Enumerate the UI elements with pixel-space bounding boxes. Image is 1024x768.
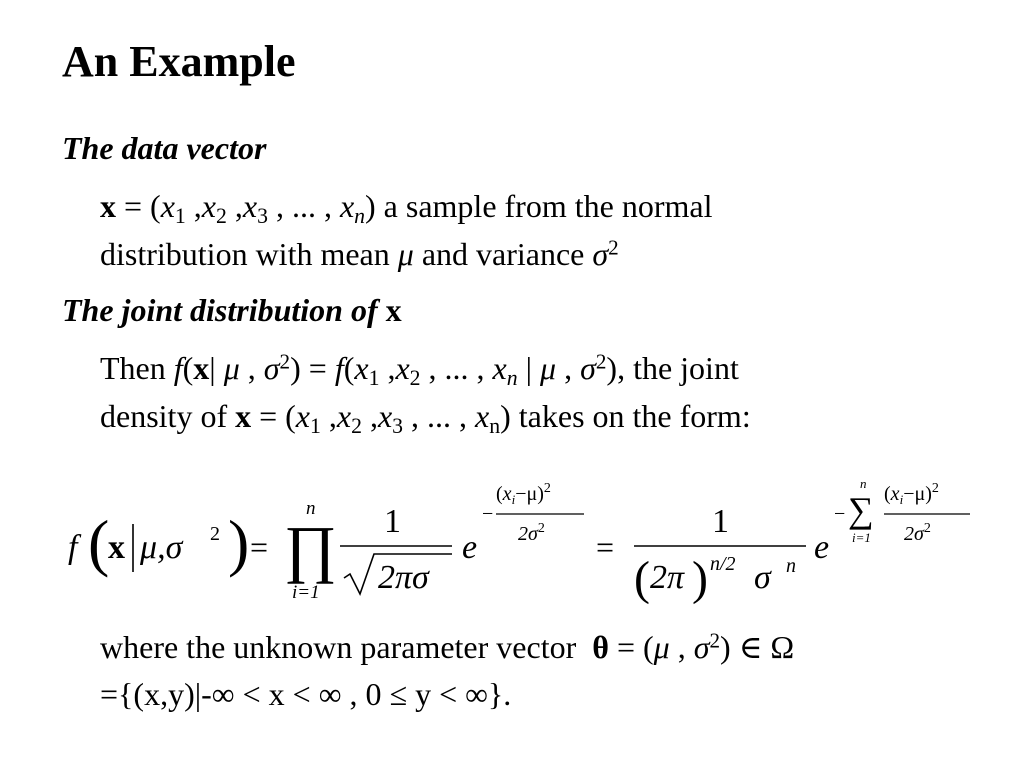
- formula-e-2: e: [814, 529, 830, 566]
- formula-f: f: [68, 529, 78, 566]
- prod-bottom: i=1: [292, 582, 320, 603]
- sum-symbol: ∑: [848, 490, 874, 530]
- joint-density-formula: [0, 460, 1024, 610]
- joint-line-1: Then f(x| μ , $\sigma^2) = f(x_1$ $,x_2$ , ... , $x_n$ | μ , $\sigma^2$), the joint: [100, 349, 739, 391]
- exp1-denominator: $2\sigma^2$: [518, 521, 545, 545]
- joint-line-2-suffix: takes on the form:: [518, 398, 751, 434]
- sample-line-2-mid: and variance: [421, 236, 585, 272]
- frac2-numerator: 1: [712, 503, 729, 540]
- exp2-numerator: $(x_i-\mu)^2$: [884, 481, 939, 507]
- param-line-1-prefix: where the unknown parameter vector: [100, 629, 577, 665]
- formula-x: x: [108, 529, 125, 566]
- param-line-2: ={(x,y)|-∞ < x < ∞ , 0 ≤ y < ∞}.: [100, 676, 512, 712]
- exp1-minus: −: [482, 503, 494, 525]
- sum-top: n: [860, 476, 867, 491]
- formula-rparen: ): [228, 507, 250, 578]
- joint-line-1-suffix: , the joint: [617, 350, 739, 386]
- frac2-sigma-exp: n: [786, 555, 796, 577]
- frac2-exponent: n/2: [710, 553, 736, 575]
- sample-line-2: distribution with mean μ and variance $\sigma^2$: [100, 235, 619, 272]
- joint-line-1-prefix: Then: [100, 350, 166, 386]
- heading-joint-text: The joint distribution of: [62, 292, 378, 328]
- joint-line-2-prefix: density of: [100, 398, 228, 434]
- sample-line-2-prefix: distribution with mean: [100, 236, 390, 272]
- sqrt-argument: 2πσ: [378, 559, 429, 596]
- sample-line-1-suffix: a sample from the normal: [383, 188, 713, 224]
- frac2-rparen: ): [692, 552, 708, 605]
- heading-joint-x: x: [385, 292, 402, 328]
- prod-top: n: [306, 498, 316, 519]
- formula-params: μ,σ: [140, 529, 183, 566]
- frac2-lparen: (: [634, 552, 650, 605]
- frac1-numerator: 1: [384, 503, 401, 540]
- param-line-1: where the unknown parameter vector θ = (μ , $\sigma^2$) ∈ Ω: [100, 628, 795, 665]
- slide-title: An Example: [62, 37, 296, 86]
- exp2-minus: −: [834, 503, 846, 525]
- formula-lparen: (: [88, 507, 110, 578]
- heading-data-vector: The data vector: [62, 130, 267, 166]
- exp1-numerator: $(x_i-\mu)^2$: [496, 481, 551, 507]
- formula-equals-2: =: [596, 529, 615, 565]
- joint-line-2: density of $x = (x_1$ $,x_2$ $,x_3$ , ... , $x_n$) takes on the form:: [100, 398, 751, 439]
- exp2-denominator: $2\sigma^2$: [904, 521, 931, 545]
- frac2-sigma: σ: [754, 559, 771, 596]
- heading-joint-distribution: [62, 292, 402, 329]
- frac2-two-pi: 2π: [650, 559, 685, 596]
- sample-line-1: $x = (x_1$ $,x_2$ $,x_3$ , ... , $x_n$) a sample from the normal: [100, 188, 713, 229]
- formula-equals-1: =: [250, 529, 269, 565]
- sum-bottom: i=1: [852, 530, 871, 545]
- formula-sigma-exp: 2: [210, 523, 220, 545]
- formula-e-1: e: [462, 529, 478, 566]
- prod-symbol: ∏: [284, 513, 337, 584]
